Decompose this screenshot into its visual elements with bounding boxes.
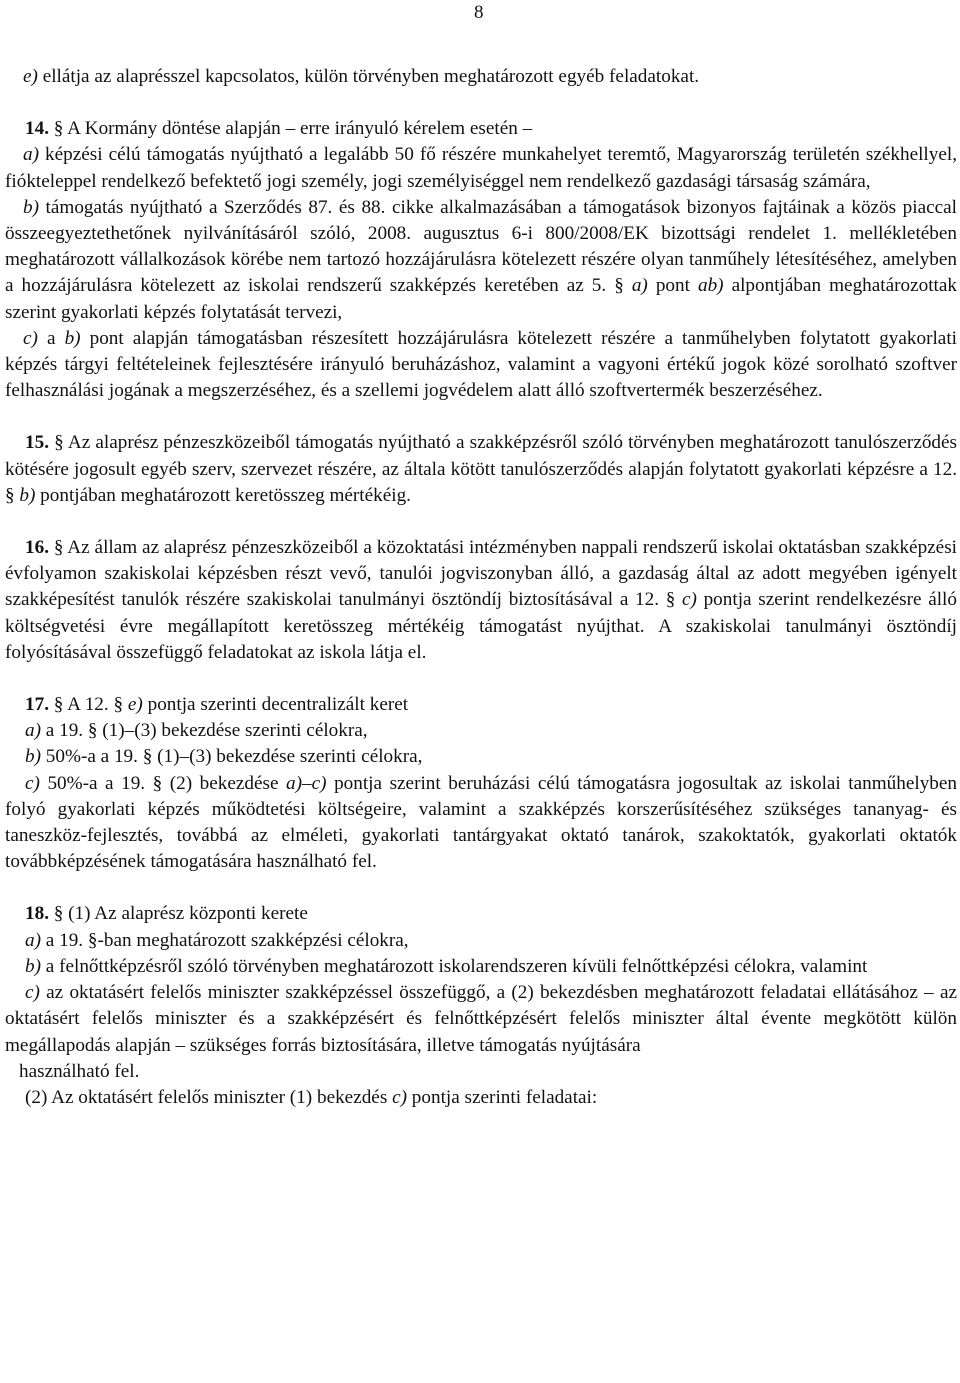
reference: ab): [697, 275, 724, 297]
section-sign: §: [48, 537, 64, 559]
reference: b): [64, 327, 81, 349]
section-sign: §: [48, 118, 64, 140]
item-text: a 19. §-ban meghatározott szakképzési célokra,: [40, 929, 409, 951]
section-17-intro: [5, 692, 957, 718]
section-sign: §: [48, 694, 64, 716]
section-18-b: [5, 954, 957, 980]
document-body: [5, 64, 957, 1111]
item-letter: b): [25, 746, 41, 768]
section-14-intro: [5, 116, 957, 142]
item-letter: b): [25, 955, 41, 977]
item-text: (2) Az oktatásért felelős miniszter (1) bekezdés: [25, 1086, 393, 1108]
item-text: alpontjában meghatározottak szerint gyakorlati képzés folytatását tervezi,: [5, 275, 957, 323]
section-text: A 12. §: [63, 694, 128, 716]
item-letter: e): [23, 66, 38, 87]
section-number: 14.: [25, 118, 49, 140]
item-text: a 19. § (1)–(3) bekezdése szerinti célokra,: [40, 720, 368, 742]
item-letter: a): [23, 144, 39, 166]
item-text: pontja szerinti feladatai:: [407, 1086, 598, 1108]
item-letter: c): [25, 772, 40, 794]
item-text: pontja szerint beruházási célú támogatásra jogosultak az iskolai tanműhelyben folyó gyakorlati képzés működtetési költségeire, valamint a szakképzés korszerűsítéséhez szükséges tananyag- és taneszköz-fejlesztés, továbbá az elméleti, gyakorlati tantárgyakat oktató tanárok, szakoktatók, gyakorlati oktatók továbbképzésének támogatására használható fel.: [5, 772, 957, 873]
section-14-a: [5, 142, 957, 194]
section-18-a: [5, 928, 957, 954]
section-18-c: [5, 980, 957, 1059]
item-text: a: [37, 327, 65, 349]
section-14-c: [5, 326, 957, 405]
item-text: az oktatásért felelős miniszter szakképzéssel összefüggő, a (2) bekezdésben meghatározott feladatai ellátásához – az oktatásért felelős miniszter és a szakképzésért és felnőttképzésért felelős miniszter által évente megkötött külön megállapodás alapján – szükséges forrás biztosítására, illetve támogatás nyújtására: [5, 982, 957, 1056]
item-text: ellátja az alaprésszel kapcsolatos, külön törvényben meghatározott egyéb feladatokat.: [37, 66, 700, 87]
section-14-b: [5, 195, 957, 326]
section-text: (1) Az alaprész központi kerete: [63, 903, 308, 925]
section-sign: §: [48, 903, 64, 925]
section-17-a: [5, 718, 957, 744]
section-text: Az alaprész pénzeszközeiből támogatás nyújtható a szakképzésről szóló törvényben meghatározott tanulószerződés kötésére jogosult egyéb szerv, szervezet részére, az általa kötött tanulószerződés alapján folytatott gyakorlati képzésre a 12. §: [5, 432, 957, 506]
section-number: 17.: [25, 694, 49, 716]
section-text: pontjában meghatározott keretösszeg mértékéig.: [35, 484, 411, 506]
item-text: pont: [647, 275, 698, 297]
section-number: 15.: [25, 432, 49, 454]
item-text: 50%-a a 19. § (2) bekezdése: [39, 772, 287, 794]
section-text: Az állam az alaprész pénzeszközeiből a közoktatási intézményben nappali rendszerű iskolai oktatásban szakképzési évfolyamon szakiskolai képzésben részt vevő, tanulói jogviszonyban álló, a gazdaság által az adott megyében igényelt szakképesítést tanulók részére szakiskolai tanulmányi ösztöndíj biztosításával a 12. §: [5, 537, 957, 611]
section-17-c: [5, 771, 957, 876]
item-text: támogatás nyújtható a Szerződés 87. és 88. cikke alkalmazásában a támogatások bizonyos fajtáinak a közös piaccal összeegyeztethetőnek nyilvánításáról szóló, 2008. augusztus 6-i 800/2008/EK bizottsági rendelet 1. mellékletében meghatározott vállalkozások körébe nem tartozó hozzájárulásra kötelezett részére olyan tanműhely létesítéséhez, amelyben a hozzájárulásra kötelezett az iskolai rendszerű szakképzés keretében az 5. §: [5, 196, 957, 297]
item-text: a felnőttképzésről szóló törvényben meghatározott iskolarendszeren kívüli felnőttképzési célokra, valamint: [40, 955, 868, 977]
section-18-used: [5, 1059, 957, 1085]
item-text: képzési célú támogatás nyújtható a legalább 50 fő részére munkahelyet teremtő, Magyarország területén székhellyel, fiókteleppel rendelkező befektető jogi személy, jogi személyiséggel nem rendelkező gazdasági társaság számára,: [5, 144, 957, 192]
section-text: pontja szerint rendelkezésre álló költségvetési évre megállapított keretösszeg mértékéig támogatást nyújthat. A szakiskolai tanulmányi ösztöndíj folyósításával összefüggő feladatokat az iskola látja el.: [5, 589, 957, 663]
reference: c): [392, 1086, 407, 1108]
item-letter: c): [23, 327, 38, 349]
section-18-p2: [5, 1085, 957, 1111]
reference: b): [19, 484, 36, 506]
item-letter: a): [25, 720, 41, 742]
section-number: 18.: [25, 903, 49, 925]
reference: e): [127, 694, 143, 716]
section-18-intro: [5, 901, 957, 927]
item-letter: b): [23, 196, 39, 218]
section-16: [5, 535, 957, 666]
item-letter: c): [25, 982, 40, 1004]
section-17-b: [5, 744, 957, 770]
section-number: 16.: [25, 537, 49, 559]
section-text: pontja szerinti decentralizált keret: [142, 694, 409, 716]
item-e: [5, 64, 957, 90]
reference: a)–c): [286, 772, 327, 794]
item-letter: a): [25, 929, 41, 951]
section-sign: §: [48, 432, 64, 454]
page-number: 8: [474, 2, 484, 23]
section-text: A Kormány döntése alapján – erre irányuló kérelem esetén –: [63, 118, 533, 140]
reference: c): [681, 589, 697, 611]
reference: a): [631, 275, 648, 297]
item-text: pont alapján támogatásban részesített hozzájárulásra kötelezett részére a tanműhelyben folytatott gyakorlati képzés tárgyi feltételeinek fejlesztésére irányuló beruházáshoz, valamint a vagyoni értékű jogok közé sorolható szoftver felhasználási jogának a megszerzéséhez, és a szellemi jogvédelem alatt álló szoftvertermék beszerzéséhez.: [5, 327, 957, 402]
section-15: [5, 430, 957, 509]
item-text: 50%-a a 19. § (1)–(3) bekezdése szerinti célokra,: [40, 746, 423, 768]
item-text: használható fel.: [19, 1060, 140, 1082]
